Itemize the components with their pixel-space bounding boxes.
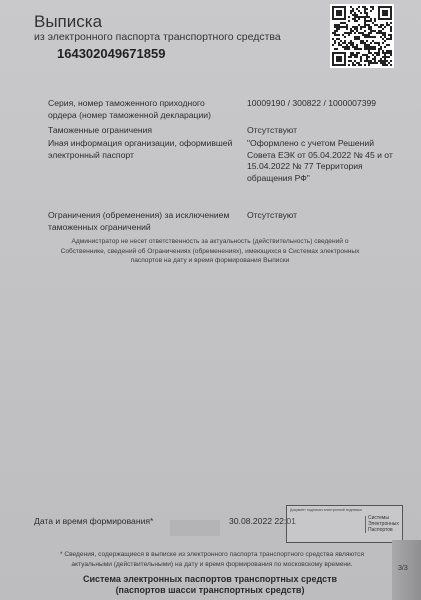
row-label-other-info: Иная информация организации, оформившей электронный паспорт (48, 138, 233, 160)
footer-line-2: (паспортов шасси транспортных средств) (115, 585, 305, 595)
footnote: * Сведения, содержащиеся в выписке из электронного паспорта транспортного средства являются актуальными (действительными) на дату и время формирования по московскому времени. (59, 551, 365, 568)
document-subtitle: из электронного паспорта транспортного средства (34, 31, 281, 43)
qr-code-icon (332, 6, 392, 66)
row-label-encumbrances: Ограничения (обременения) за исключением таможенных ограничений (48, 210, 230, 232)
row-value-customs-restrictions: Отсутствуют (247, 125, 298, 135)
page-number: 3/3 (398, 565, 408, 572)
stamp-text: Документ подписан электронной подписью (290, 508, 362, 512)
formation-date-label: Дата и время формирования* (34, 516, 154, 526)
qr-code (330, 4, 394, 68)
row-label-customs-restrictions: Таможенные ограничения (48, 125, 153, 135)
redacted-area (170, 520, 220, 536)
disclaimer-text: Администратор не несет ответственность за актуальность (действительность) сведений о Собственнике, сведений об Ограничениях (обременениях), имеющихся в Системах электронных паспортов на дату и время формирования Выписки (60, 238, 360, 264)
row-value-other-info: "Оформлено с учетом Решений Совета ЕЭК от 05.04.2022 № 45 и от 15.04.2022 № 77 Территория обращения РФ" (247, 138, 393, 183)
document-title: Выписка (34, 12, 103, 31)
passport-number: 164302049671859 (57, 46, 166, 61)
footer-line-1: Система электронных паспортов транспортных средств (82, 574, 338, 584)
formation-date-value: 30.08.2022 22:01 (229, 516, 296, 526)
row-label-customs-order: Серия, номер таможенного приходного ордера (номер таможенной декларации) (48, 98, 211, 120)
row-value-encumbrances: Отсутствуют (247, 210, 298, 220)
stamp-brand: Системы Электронных Паспортов (365, 516, 404, 533)
row-value-customs-order: 10009190 / 300822 / 1000007399 (247, 98, 377, 108)
electronic-signature-stamp (286, 505, 403, 543)
footer-title (60, 574, 360, 596)
